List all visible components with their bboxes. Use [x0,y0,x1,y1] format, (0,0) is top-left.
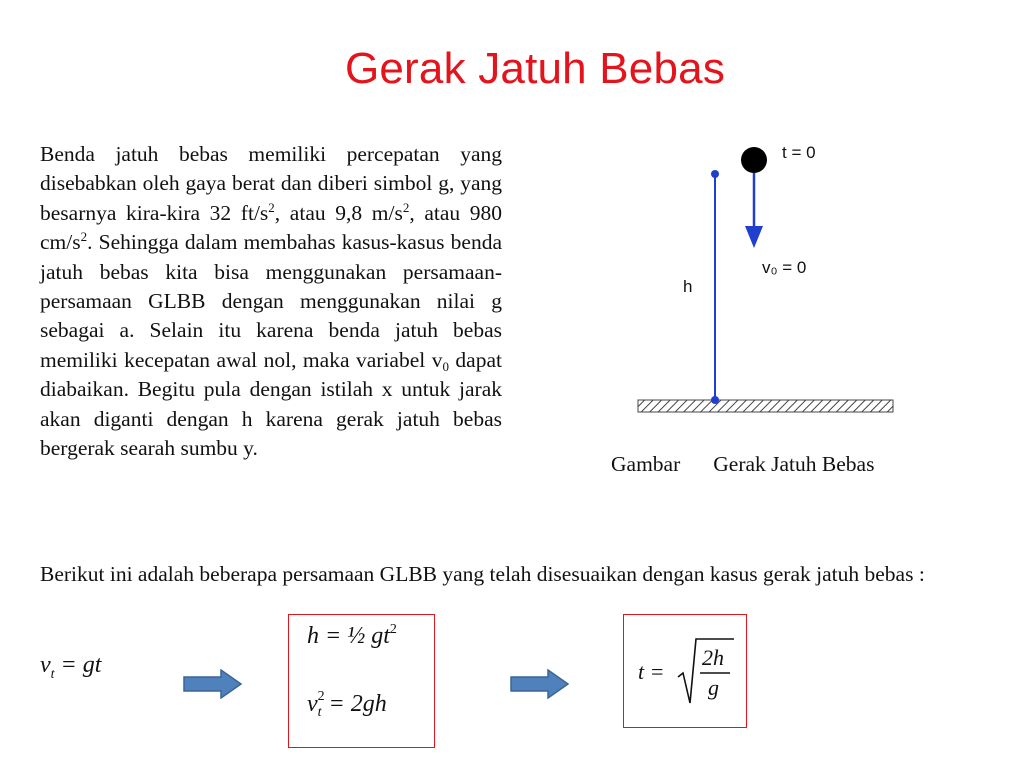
height-top-dot [711,170,719,178]
eq-v2-sup: 2 [317,689,325,704]
equation-height [307,623,397,650]
free-fall-diagram [600,130,900,420]
eq-h-exp: 2 [389,622,397,637]
falling-ball [741,147,767,173]
initial-velocity-label: v₀ = 0 [762,258,807,277]
equation-time [638,633,738,713]
paragraph-part-5: dapat diabaikan. Begitu pula dengan istilah x untuk jarak akan diganti dengan h karena gerak jatuh bebas bergerak searah sumbu y. [40,347,502,461]
caption-label: Gambar [611,452,681,476]
slide-title: Gerak Jatuh Bebas [344,44,726,93]
exponent-ft: 2 [268,199,275,215]
eq-vt-sub: t [50,666,55,682]
eq-t-numerator: 2h [702,645,724,670]
paragraph-part-2: , atau 9,8 m/s [274,200,403,225]
ground-hatch [638,400,893,412]
equation-box-left [288,614,435,748]
paragraph-part-3: , atau 980 cm/s [40,200,503,255]
eq-v2-sub: t [317,705,322,720]
subscript-zero: 0 [442,358,449,374]
eq-h-rhs: = ½ gt [319,623,390,649]
right-arrow-icon [183,669,243,699]
description-paragraph [40,140,502,463]
height-bottom-dot [711,396,719,404]
time-label: t = 0 [782,143,816,162]
eq-t-denominator: g [708,675,719,700]
caption-text: Gerak Jatuh Bebas [713,452,875,476]
height-label: h [683,277,693,296]
velocity-arrow-head [745,226,763,248]
eq-t-lhs: t = [638,659,665,684]
exponent-cm: 2 [80,229,88,245]
paragraph-part-4: . Sehingga dalam membahas kasus-kasus benda jatuh bebas kita bisa menggunakan persamaan-persamaan GLBB dengan menggunakan nilai g sebagai a. Selain itu karena benda jatuh bebas memiliki kecepatan awal nol, maka variabel v [40,230,502,372]
figure-caption [611,452,874,477]
eq-vt-lhs: v [40,652,51,678]
eq-vt-rest: = gt [54,652,102,678]
right-arrow-icon-2 [510,669,570,699]
equation-velocity-squared [307,691,387,718]
equation-vt [40,652,101,683]
exponent-m: 2 [402,199,410,215]
paragraph-part-1: Benda jatuh bebas memiliki percepatan yang disebabkan oleh gaya berat dan diberi simbol g, yang besarnya kira-kira 32 ft/s [40,142,502,225]
eq-h-lhs: h [307,623,319,649]
eq-v2-v: v [307,691,318,717]
equations-intro: Berikut ini adalah beberapa persamaan GLBB yang telah disesuaikan dengan kasus gerak jatuh bebas : [40,562,925,586]
eq-v2-rest: = 2gh [322,691,387,717]
equation-box-right [623,614,747,728]
